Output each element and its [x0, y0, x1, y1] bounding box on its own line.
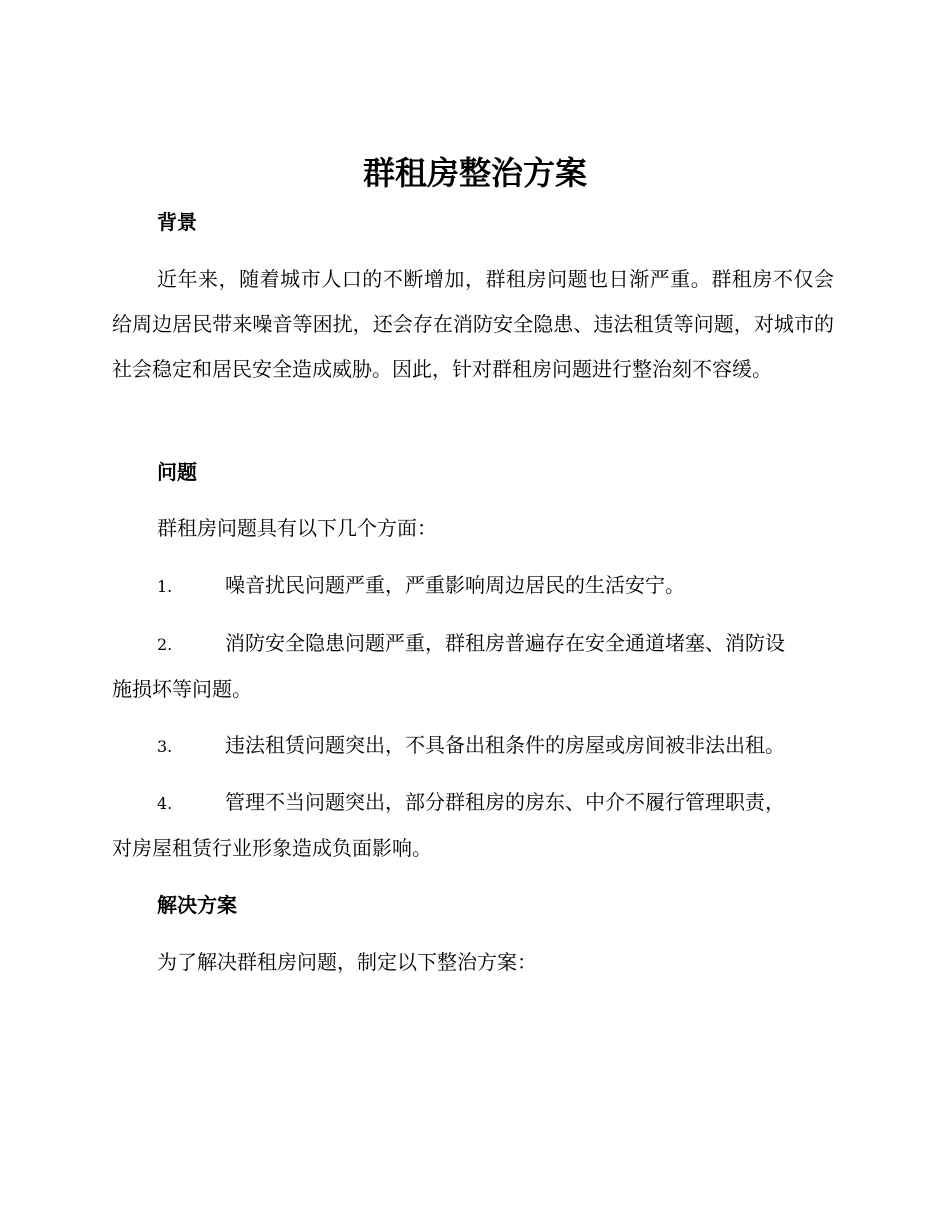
list-number: 4.	[157, 794, 173, 813]
list-number: 2.	[157, 635, 173, 654]
background-paragraph: 近年来，随着城市人口的不断增加，群租房问题也日渐严重。群租房不仅会给周边居民带来噪音等困扰，还会存在消防安全隐患、违法租赁等问题，对城市的社会稳定和居民安全造成威胁。因此，针对群租房问题进行整治刻不容缓。	[112, 267, 834, 381]
list-number: 1.	[157, 577, 173, 596]
section-heading-problems: 问题	[157, 460, 197, 484]
list-number: 3.	[157, 737, 173, 756]
problem-list-item-3	[112, 723, 834, 769]
problem-list-item-2	[112, 621, 834, 712]
list-item-text: 违法租赁问题突出，不具备出租条件的房屋或房间被非法出租。	[225, 733, 785, 757]
list-item-text: 管理不当问题突出，部分群租房的房东、中介不履行管理职责，	[225, 790, 785, 814]
list-item-text: 噪音扰民问题严重，严重影响周边居民的生活安宁。	[225, 573, 685, 597]
list-item-text: 消防安全隐患问题严重，群租房普遍存在安全通道堵塞、消防设	[225, 631, 785, 655]
solution-intro: 为了解决群租房问题，制定以下整治方案：	[157, 950, 537, 974]
problem-list-item-4	[112, 780, 834, 871]
document-title: 群租房整治方案	[362, 154, 587, 192]
section-heading-solution: 解决方案	[157, 893, 237, 917]
list-item-text-continued: 施损坏等问题。	[112, 677, 252, 701]
problem-list-item-1	[112, 563, 834, 609]
section-heading-background: 背景	[157, 210, 197, 234]
problems-intro: 群租房问题具有以下几个方面：	[157, 516, 437, 540]
list-item-text-continued: 对房屋租赁行业形象造成负面影响。	[112, 836, 432, 860]
